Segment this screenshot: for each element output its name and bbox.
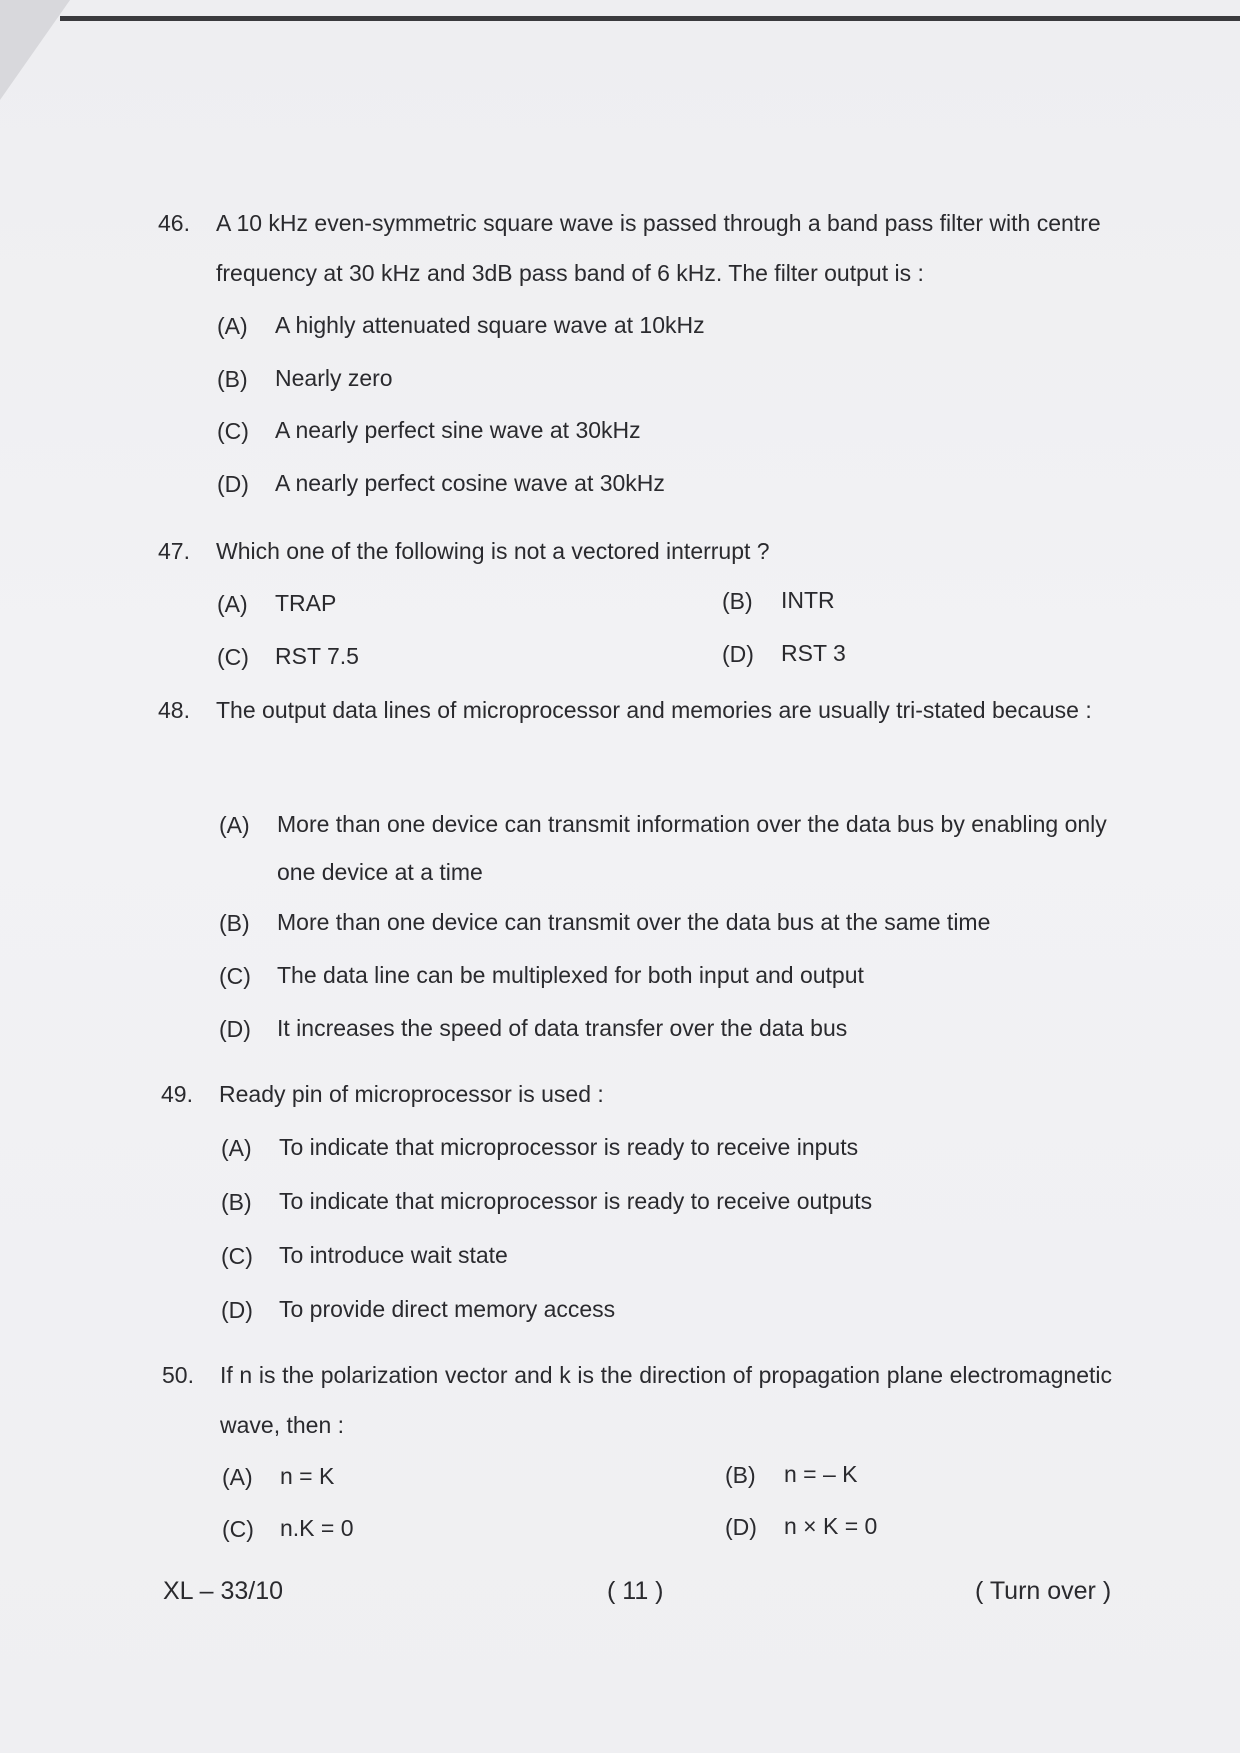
option-letter: (A) <box>217 591 248 617</box>
option-letter: (A) <box>217 313 248 339</box>
question-text: The output data lines of microprocessor and memories are usually tri-stated because : <box>216 697 1092 723</box>
question-number: 46. <box>158 210 190 236</box>
option-letter: (B) <box>219 910 250 936</box>
option-text: It increases the speed of data transfer over the data bus <box>277 1015 848 1041</box>
option-letter: (A) <box>221 1135 252 1161</box>
option-letter: (D) <box>217 471 249 497</box>
option-letter: (D) <box>722 641 754 667</box>
turn-over-note: ( Turn over ) <box>975 1577 1112 1605</box>
option-text: More than one device can transmit information over the data bus by enabling only one device at a time <box>277 811 1107 885</box>
option-text: INTR <box>781 587 835 613</box>
option-letter: (B) <box>722 588 753 614</box>
option-text: A nearly perfect sine wave at 30kHz <box>275 417 641 443</box>
question-number: 49. <box>161 1081 193 1107</box>
option-letter: (D) <box>725 1514 757 1540</box>
option-letter: (C) <box>217 644 249 670</box>
question-number: 50. <box>162 1362 194 1388</box>
option-text: n = – K <box>784 1461 858 1487</box>
option-text: To indicate that microprocessor is ready to receive outputs <box>279 1188 873 1214</box>
question-number: 47. <box>158 538 190 564</box>
option-text: RST 7.5 <box>275 643 359 669</box>
option-text: n = K <box>280 1463 335 1489</box>
option-letter: (A) <box>222 1464 253 1490</box>
paper-code: XL – 33/10 <box>163 1577 284 1605</box>
option-letter: (B) <box>217 366 248 392</box>
option-letter: (C) <box>222 1516 254 1542</box>
option-text: TRAP <box>275 590 337 616</box>
option-text: To provide direct memory access <box>279 1296 616 1322</box>
option-text: To indicate that microprocessor is ready to receive inputs <box>279 1134 859 1160</box>
option-letter: (D) <box>221 1297 253 1323</box>
option-text: n × K = 0 <box>784 1513 878 1539</box>
option-letter: (C) <box>219 963 251 989</box>
question-text: A 10 kHz even-symmetric square wave is passed through a band pass filter with centre frequency at 30 kHz and 3dB pass band of 6 kHz. The filter output is : <box>216 210 1101 286</box>
question-text: Which one of the following is not a vectored interrupt ? <box>216 538 770 564</box>
option-text: n.K = 0 <box>280 1515 354 1541</box>
option-letter: (D) <box>219 1016 251 1042</box>
option-text: Nearly zero <box>275 365 393 391</box>
option-text: A highly attenuated square wave at 10kHz <box>275 312 705 338</box>
option-letter: (A) <box>219 812 250 838</box>
page-number: ( 11 ) <box>607 1577 664 1605</box>
option-text: A nearly perfect cosine wave at 30kHz <box>275 470 665 496</box>
option-letter: (B) <box>725 1462 756 1488</box>
option-text: To introduce wait state <box>279 1242 508 1268</box>
option-text: RST 3 <box>781 640 846 666</box>
option-letter: (C) <box>221 1243 253 1269</box>
option-text: More than one device can transmit over the data bus at the same time <box>277 909 991 935</box>
option-letter: (B) <box>221 1189 252 1215</box>
option-letter: (C) <box>217 418 249 444</box>
question-text: Ready pin of microprocessor is used : <box>219 1081 604 1107</box>
question-text: If n is the polarization vector and k is the direction of propagation plane electromagnetic wave, then : <box>220 1362 1112 1438</box>
question-number: 48. <box>158 697 190 723</box>
option-text: The data line can be multiplexed for both input and output <box>277 962 864 988</box>
